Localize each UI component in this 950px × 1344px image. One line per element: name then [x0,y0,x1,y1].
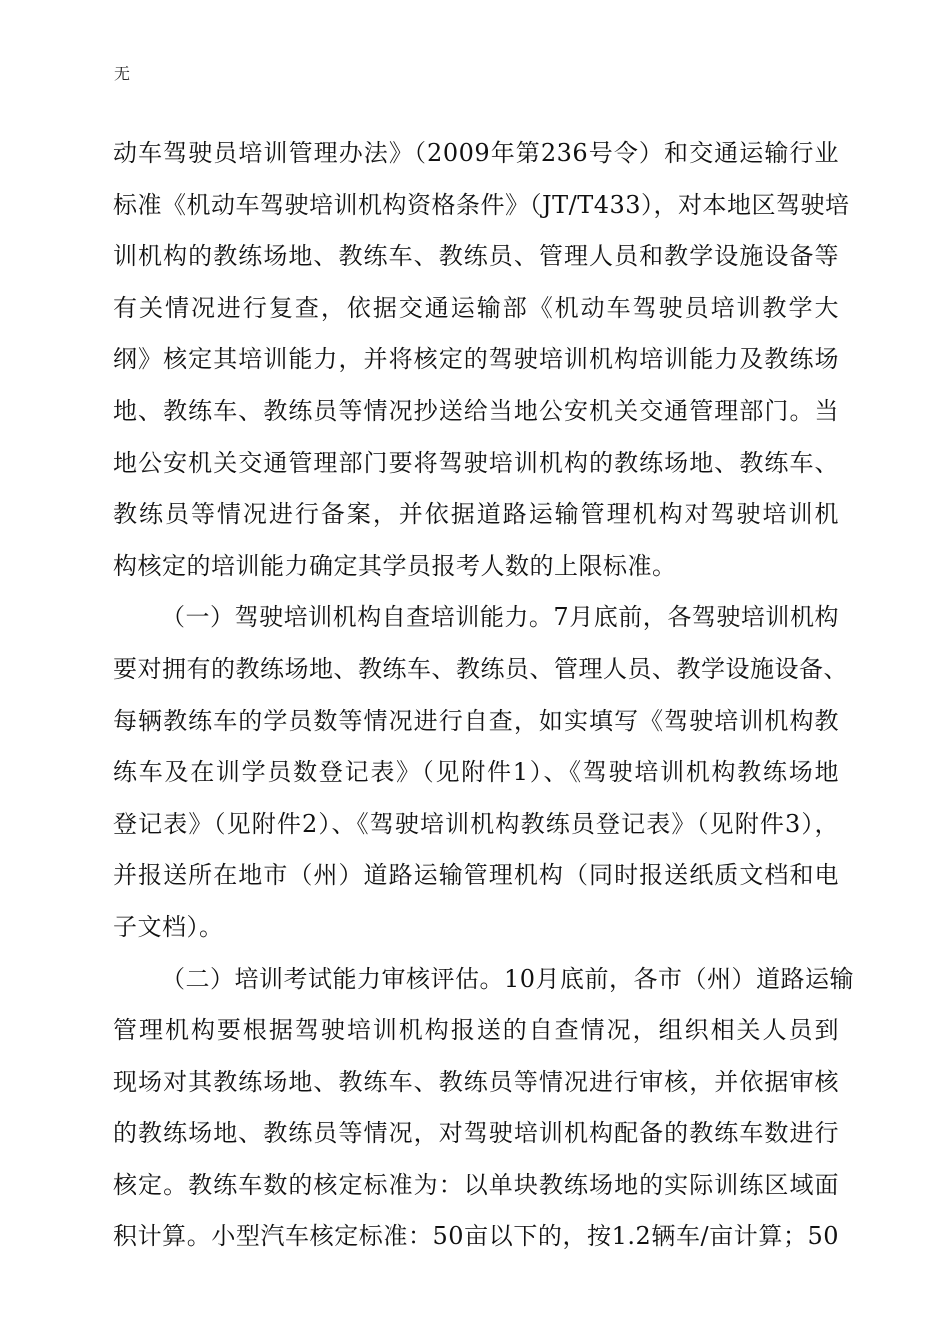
text-line: 登记表》（见附件2）、《驾驶培训机构教练员登记表》（见附件3）， [113,809,839,838]
text-line: 地、教练车、教练员等情况抄送给当地公安机关交通管理部门。当 [113,396,839,425]
text-line: 教练员等情况进行备案，并依据道路运输管理机构对驾驶培训机 [113,500,839,529]
text-line: 的教练场地、教练员等情况，对驾驶培训机构配备的教练车数进行 [113,1119,839,1148]
text-line: 练车及在训学员数登记表》（见附件1）、《驾驶培训机构教练场地 [113,758,839,787]
text-line: 地公安机关交通管理部门要将驾驶培训机构的教练场地、教练车、 [113,448,839,477]
text-line: 有关情况进行复查，依据交通运输部《机动车驾驶员培训教学大 [113,293,839,322]
text-line: 要对拥有的教练场地、教练车、教练员、管理人员、教学设施设备、 [113,654,848,683]
text-line: 并报送所在地市（州）道路运输管理机构（同时报送纸质文档和电 [113,861,839,890]
text-line: 纲》核定其培训能力，并将核定的驾驶培训机构培训能力及教练场 [113,345,839,374]
text-line: 积计算。小型汽车核定标准：50亩以下的，按1.2辆车/亩计算；50 [113,1222,839,1251]
header-mark: 无 [114,64,131,83]
text-line: 标准《机动车驾驶培训机构资格条件》（JT/T433），对本地区驾驶培 [113,190,850,219]
text-line: 训机构的教练场地、教练车、教练员、管理人员和教学设施设备等 [113,242,839,271]
text-line: 子文档）。 [113,912,224,941]
text-line: 构核定的培训能力确定其学员报考人数的上限标准。 [113,551,677,580]
section-heading-line: （二）培训考试能力审核评估。10月底前，各市（州）道路运输 [161,964,855,993]
section-heading-line: （一）驾驶培训机构自查培训能力。7月底前，各驾驶培训机构 [161,603,839,632]
text-line: 每辆教练车的学员数等情况进行自查，如实填写《驾驶培训机构教 [113,706,839,735]
text-line: 核定。教练车数的核定标准为：以单块教练场地的实际训练区域面 [113,1170,839,1199]
text-line: 动车驾驶员培训管理办法》（2009年第236号令）和交通运输行业 [113,139,839,167]
body-text [113,128,855,1263]
text-line: 管理机构要根据驾驶培训机构报送的自查情况，组织相关人员到 [113,1016,839,1045]
text-line: 现场对其教练场地、教练车、教练员等情况进行审核，并依据审核 [113,1067,839,1096]
